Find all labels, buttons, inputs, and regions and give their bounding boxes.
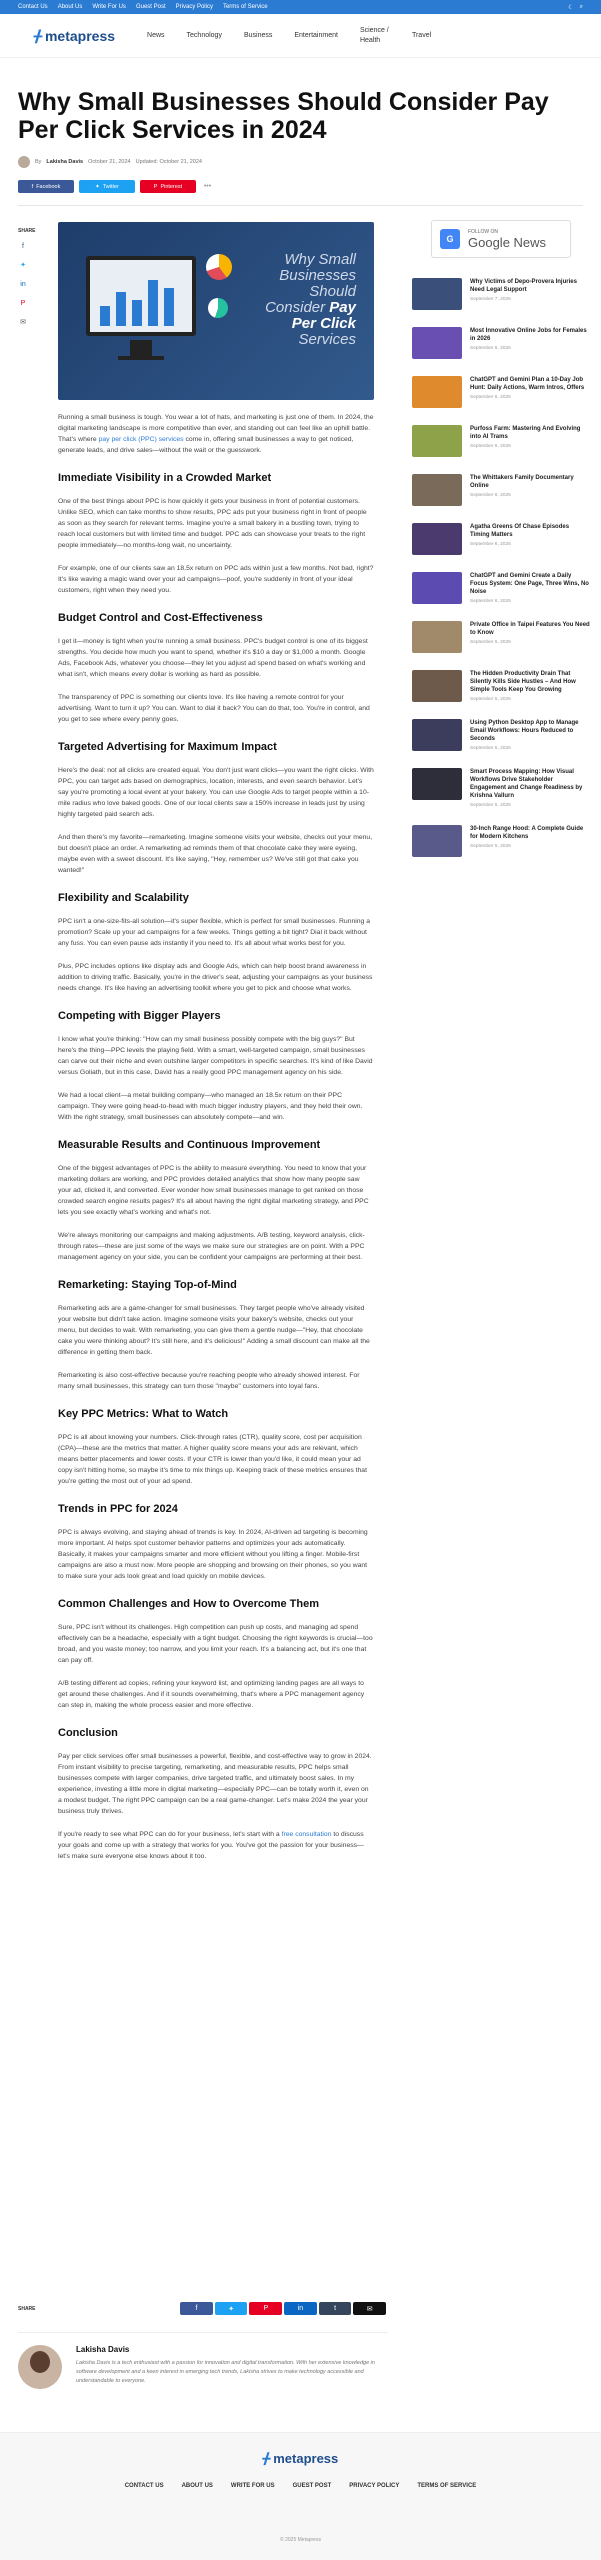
bottom-twitter-button[interactable]: ✦ bbox=[215, 2302, 248, 2315]
post-title[interactable]: Purfoss Farm: Mastering And Evolving into AI Trams bbox=[470, 426, 581, 440]
theme-toggle-icon[interactable]: ☾ bbox=[568, 4, 574, 11]
google-news-icon: G bbox=[440, 229, 460, 249]
logo-text: metapress bbox=[44, 27, 116, 44]
post-thumbnail[interactable] bbox=[412, 768, 462, 800]
footer-logo-text: metapress bbox=[273, 2450, 339, 2466]
post-date: September 6, 2025 bbox=[470, 395, 511, 400]
top-utility-bar bbox=[0, 0, 601, 14]
author-name[interactable]: Lakisha Davis bbox=[76, 2345, 130, 2354]
email-icon[interactable]: ✉ bbox=[20, 319, 26, 326]
topbar-link-write[interactable]: Write For Us bbox=[92, 4, 126, 10]
bottom-share-bar bbox=[18, 2302, 388, 2315]
section-heading: Competing with Bigger Players bbox=[58, 1010, 221, 1022]
share-label: SHARE bbox=[18, 228, 36, 234]
monitor-illustration bbox=[86, 256, 196, 336]
post-thumbnail[interactable] bbox=[412, 474, 462, 506]
sidebar-post[interactable] bbox=[412, 621, 590, 653]
post-date: September 5, 2025 bbox=[470, 803, 511, 808]
sidebar-post[interactable] bbox=[412, 768, 590, 808]
section-heading: Key PPC Metrics: What to Watch bbox=[58, 1408, 229, 1420]
post-date: September 6, 2025 bbox=[470, 640, 511, 645]
recent-posts bbox=[412, 278, 590, 857]
section-paragraph: Pay per click services offer small businesses a powerful, flexible, and cost-effective way to grow in 2024. From instant visibility to precise targeting, remarketing, and measurable results, PPC helps small businesses compete with larger companies, drive targeted traffic, and ultimately boost sales. In my experience, investing a little more in digital marketing—especially PPC—can be totally worth it, even on a modest budget. The right PPC campaign can be a real game-changer. Let's make 2024 the year your business truly thrives. bbox=[58, 1753, 372, 1815]
twitter-icon: ✦ bbox=[95, 183, 100, 190]
site-logo[interactable] bbox=[34, 26, 115, 46]
featured-image bbox=[58, 222, 374, 400]
post-thumbnail[interactable] bbox=[412, 670, 462, 702]
post-thumbnail[interactable] bbox=[412, 825, 462, 857]
top-share-row bbox=[18, 180, 583, 193]
section-paragraph: A/B testing different ad copies, refining your keyword list, and optimizing landing pages are all ways to get around these challenges. And if it sounds overwhelming, that's where a PPC management agency can step in, making the whole process easier and more effective. bbox=[58, 1680, 365, 1709]
post-date: September 7, 2025 bbox=[470, 297, 511, 302]
site-header bbox=[0, 14, 601, 58]
section-paragraph: I get it—money is tight when you're running a small business. PPC's budget control is one of its biggest strengths. You decide how much you want to spend, whether it's $10 a day or $1,000 a month. Google Ads, Facebook Ads, whatever you choose—they let you adjust ad spend based on what's working and what isn't, which means every dollar is working as hard as possible. bbox=[58, 638, 368, 678]
footer-logo-mark-icon: ᚋ bbox=[262, 2450, 271, 2467]
section-paragraph: Here's the deal: not all clicks are created equal. You don't just want clicks—you want the right clicks. With PPC, you can target ads based on demographics, location, interests, and even search behavior. Let's say you're promoting a local event at your bakery. You can use Google Ads to target people within a 10-mile radius who love baked goods. One of our local clients saw a 150% increase in leads just by using highly targeted paid search ads. bbox=[58, 767, 374, 818]
topbar-link-terms[interactable]: Terms of Service bbox=[222, 4, 268, 10]
main-nav bbox=[147, 26, 431, 46]
intro-paragraph: Running a small business is tough. You wear a lot of hats, and marketing is just one of them. In 2024, the digital marketing landscape is more competitive than ever, and standing out can feel like an uphill battle. That's where pay per click (PPC) services come in, offering small businesses a way to get noticed, generate leads, and drive sales—without the wait or the guesswork. bbox=[58, 414, 374, 454]
author-photo[interactable] bbox=[18, 2345, 62, 2389]
article-body bbox=[58, 222, 374, 1862]
section-paragraph: One of the best things about PPC is how quickly it gets your business in front of potential customers. Unlike SEO, which can take months to show results, PPC ads put your business right in front of people as soon as they search for relevant terms. Imagine you're a small bakery in a bustling town, trying to reach local customers but with limited time and budget. PPC ads can showcase your treats to the right people immediately—no months-long wait, no uncertainty. bbox=[58, 498, 367, 549]
section-paragraph: Remarketing is also cost-effective because you're reaching people who already showed interest. For many small businesses, this strategy can turn those "maybe" customers into loyal fans. bbox=[58, 1372, 360, 1390]
footer-link-write[interactable]: WRITE FOR US bbox=[230, 2483, 275, 2489]
section-paragraph: One of the biggest advantages of PPC is the ability to measure everything. You need to know that your marketing dollars are working, and PPC provides detailed analytics that show how many people saw your ad, clicked it, and converted. Ever wonder how small businesses manage to get ranked on those crowded search engine results pages? It's all about having the right digital marketing strategy, and PPC lets you see exactly what's working and what's not. bbox=[58, 1165, 369, 1216]
nav-entertainment[interactable]: Entertainment bbox=[294, 31, 338, 39]
post-thumbnail[interactable] bbox=[412, 621, 462, 653]
closing-paragraph: If you're ready to see what PPC can do for your business, let's start with a free consultation to discuss your goals and come up with a strategy that works for you. You've got the passion for your business—let's make sure everyone else knows about it too. bbox=[58, 1831, 364, 1860]
section-paragraph: The transparency of PPC is something our clients love. It's like having a remote control for your advertising. Want to turn it up? You can. Want to dial it back? You can do that, too. You're in control, and you get to see where every penny goes. bbox=[58, 694, 370, 723]
post-thumbnail[interactable] bbox=[412, 278, 462, 310]
post-title[interactable]: Using Python Desktop App to Manage Email Workflows: Hours Reduced to Seconds bbox=[470, 720, 579, 742]
google-news-follow-button[interactable] bbox=[431, 220, 571, 258]
article-title: Why Small Businesses Should Consider Pay Per Click Services in 2024 bbox=[18, 88, 549, 144]
footer-link-guest[interactable]: GUEST POST bbox=[292, 2483, 332, 2489]
section-heading: Remarketing: Staying Top-of-Mind bbox=[58, 1279, 237, 1291]
section-paragraph: Remarketing ads are a game-changer for small businesses. They target people who've already visited your website but didn't take action. Imagine someone visits your bakery's website, checks out your menu, but decides to wait. With remarketing, you can give them a gentle nudge—"Hey, that chocolate cake you were thinking about? It's still here, and it's delicious!" Adding a small discount can make all the difference in getting them back. bbox=[58, 1305, 370, 1356]
post-thumbnail[interactable] bbox=[412, 376, 462, 408]
facebook-icon[interactable]: f bbox=[22, 243, 24, 250]
author-box bbox=[18, 2332, 388, 2389]
byline bbox=[18, 156, 583, 168]
section-heading: Budget Control and Cost-Effectiveness bbox=[58, 612, 263, 624]
post-date: September 6, 2025 bbox=[470, 542, 511, 547]
section-paragraph: I know what you're thinking: "How can my small business possibly compete with the big guys?" But here's the thing—PPC levels the playing field. With a smart, well-targeted campaign, small businesses can carve out their niche and even outshine larger competitors in specific searches. It's kind of like David versus Goliath, but in this case, David has a really good PPC management agency on his side. bbox=[58, 1036, 373, 1076]
post-title[interactable]: 30-Inch Range Hood: A Complete Guide for Modern Kitchens bbox=[470, 826, 584, 840]
article-sections bbox=[58, 472, 374, 1817]
post-date: September 6, 2025 bbox=[470, 346, 511, 351]
footer-link-about[interactable]: ABOUT US bbox=[181, 2483, 213, 2489]
ppc-services-link[interactable]: pay per click (PPC) services bbox=[98, 436, 184, 443]
pinterest-icon: P bbox=[153, 183, 158, 190]
share-pinterest-button[interactable] bbox=[140, 180, 196, 193]
sticky-share-bar bbox=[18, 228, 36, 337]
featured-image-title: Why Small Businesses Should Consider Pay Per Click Services bbox=[265, 251, 356, 348]
footer-logo[interactable] bbox=[0, 2449, 601, 2467]
sidebar-post[interactable] bbox=[412, 572, 590, 604]
facebook-icon: f bbox=[31, 183, 34, 190]
donut-illustration bbox=[208, 298, 228, 318]
post-title[interactable]: Agatha Greens Of Chase Episodes Timing Matters bbox=[470, 524, 570, 538]
post-thumbnail[interactable] bbox=[412, 523, 462, 555]
nav-business[interactable]: Business bbox=[243, 31, 273, 39]
sidebar bbox=[412, 206, 590, 874]
topbar-link-guest[interactable]: Guest Post bbox=[135, 4, 166, 10]
article-header bbox=[0, 58, 601, 193]
post-title[interactable]: ChatGPT and Gemini Plan a 10-Day Job Hunt: Daily Actions, Warm Intros, Offers bbox=[470, 377, 585, 391]
author-link[interactable]: Lakisha Davis bbox=[46, 159, 84, 165]
post-title[interactable]: Why Victims of Depo-Provera Injuries Need Legal Support bbox=[470, 279, 577, 293]
post-title[interactable]: The Hidden Productivity Drain That Silently Kills Side Hustles – And How Simple Tools Keep You Growing bbox=[470, 671, 576, 693]
pie-chart-illustration bbox=[206, 254, 232, 280]
pinterest-icon[interactable]: P bbox=[20, 300, 26, 307]
section-paragraph: We had a local client—a metal building company—who managed an 18.5x return on their PPC campaign. They were going head-to-head with much bigger industry players, and they held their own. With the right strategy, small businesses can absolutely compete—and win. bbox=[58, 1092, 363, 1121]
post-thumbnail[interactable] bbox=[412, 425, 462, 457]
author-avatar[interactable] bbox=[18, 156, 30, 168]
section-paragraph: PPC is always evolving, and staying ahead of trends is key. In 2024, AI-driven ad targeting is becoming more important. AI helps spot customer behavior patterns and optimizes your ads automatically. Basically, it makes your campaigns smarter and more efficient without you lifting a finger. Mobile-first campaigns are also a must now. More people are shopping and browsing on their phones, so you want to make sure your ads look great and load quickly on mobile devices. bbox=[58, 1529, 368, 1580]
gnews-label: Google News bbox=[468, 234, 547, 250]
section-paragraph: PPC isn't a one-size-fits-all solution—it's super flexible, which is perfect for small businesses. Running a promotion? Scale up your ad campaigns for a few weeks. Things getting a bit tight? Dial it back without any fuss. You can even pause ads instantly if you need to. It's all about what works best for you. bbox=[58, 918, 370, 947]
bottom-facebook-button[interactable]: f bbox=[180, 2302, 213, 2315]
post-date: September 6, 2025 bbox=[470, 599, 511, 604]
sidebar-post[interactable] bbox=[412, 474, 590, 506]
section-heading: Measurable Results and Continuous Improvement bbox=[58, 1139, 321, 1151]
byline-by: By bbox=[35, 159, 42, 165]
post-thumbnail[interactable] bbox=[412, 719, 462, 751]
section-heading: Trends in PPC for 2024 bbox=[58, 1503, 178, 1515]
section-paragraph: For example, one of our clients saw an 18.5x return on PPC ads within just a few months. Not bad, right? It's like waving a magic wand over your ad campaigns—poof, you're suddenly in front of your ideal customers, right when they need you. bbox=[58, 565, 374, 594]
section-paragraph: We're always monitoring our campaigns and making adjustments. A/B testing, keyword analysis, click-through rates—these are just some of the ways we make sure our strategies are on point. With a PPC management agency on your side, you can be confident your campaigns are performing at their best. bbox=[58, 1232, 365, 1261]
post-title[interactable]: The Whittakers Family Documentary Online bbox=[470, 475, 574, 489]
site-footer bbox=[0, 2432, 601, 2560]
post-date: September 6, 2025 bbox=[470, 493, 511, 498]
sidebar-post[interactable] bbox=[412, 670, 590, 702]
bottom-pinterest-button[interactable]: P bbox=[249, 2302, 282, 2315]
nav-technology[interactable]: Technology bbox=[186, 31, 222, 39]
footer-link-privacy[interactable]: PRIVACY POLICY bbox=[349, 2483, 400, 2489]
post-title[interactable]: Private Office in Taipei Features You Need to Know bbox=[470, 622, 590, 636]
updated-date: Updated: October 21, 2024 bbox=[135, 159, 202, 165]
nav-science-health[interactable]: Science / Health bbox=[359, 26, 389, 44]
publish-date: October 21, 2024 bbox=[88, 159, 131, 165]
bottom-email-button[interactable]: ✉ bbox=[353, 2302, 386, 2315]
footer-link-terms[interactable]: TERMS OF SERVICE bbox=[417, 2483, 477, 2489]
bottom-share-label: SHARE bbox=[18, 2305, 36, 2312]
sidebar-post[interactable] bbox=[412, 825, 590, 857]
section-heading: Immediate Visibility in a Crowded Market bbox=[58, 472, 272, 484]
share-pinterest-label: Pinterest bbox=[160, 183, 183, 190]
sidebar-post[interactable] bbox=[412, 719, 590, 751]
post-date: September 5, 2025 bbox=[470, 697, 511, 702]
post-date: September 6, 2025 bbox=[470, 444, 511, 449]
topbar-link-contact[interactable]: Contact Us bbox=[18, 4, 48, 10]
section-paragraph: And then there's my favorite—remarketing. Imagine someone visits your website, checks out your menu, but doesn't place an order. A remarketing ad reminds them of that chocolate cake they were eyeing, maybe even with a sweet discount. It's like saying, "Hey, remember us? We've still got that cake you wanted!" bbox=[58, 834, 373, 874]
section-paragraph: Plus, PPC includes options like display ads and Google Ads, which can help boost brand awareness in addition to driving traffic. Basically, you're in the driver's seat, adjusting your campaigns as your business needs change. It's like having an advertising toolkit where you get to pick and choose what works. bbox=[58, 963, 373, 992]
search-icon[interactable]: ⌕ bbox=[579, 3, 583, 10]
twitter-icon[interactable]: ✦ bbox=[20, 262, 26, 269]
section-paragraph: PPC is all about knowing your numbers. Click-through rates (CTR), quality score, cost per acquisition (CPA)—these are the metrics that matter. A higher quality score means your ads are relevant, which means better placements and lower costs. If your CTR is lower than you'd like, it could mean your ad copy isn't hitting home, so maybe it's time to mix things up. Keeping track of these metrics ensures that you're getting the most out of your ad spend. bbox=[58, 1434, 367, 1485]
topbar-link-privacy[interactable]: Privacy Policy bbox=[175, 4, 213, 10]
sidebar-post[interactable] bbox=[412, 278, 590, 310]
sidebar-post[interactable] bbox=[412, 327, 590, 359]
post-title[interactable]: Smart Process Mapping: How Visual Workflows Drive Stakeholder Engagement and Change Readiness by Krishna Vallurn bbox=[470, 769, 583, 799]
copyright: © 2025 Metapress bbox=[280, 2537, 321, 2543]
post-title[interactable]: ChatGPT and Gemini Create a Daily Focus System: One Page, Three Wins, No Noise bbox=[470, 573, 589, 595]
section-heading: Flexibility and Scalability bbox=[58, 892, 189, 904]
section-heading: Conclusion bbox=[58, 1727, 118, 1739]
post-date: September 5, 2025 bbox=[470, 746, 511, 751]
share-twitter-button[interactable] bbox=[79, 180, 135, 193]
post-thumbnail[interactable] bbox=[412, 327, 462, 359]
more-share-icon[interactable]: ••• bbox=[203, 183, 212, 190]
sidebar-post[interactable] bbox=[412, 425, 590, 457]
linkedin-icon[interactable]: in bbox=[20, 281, 26, 288]
section-heading: Targeted Advertising for Maximum Impact bbox=[58, 741, 277, 753]
share-twitter-label: Twitter bbox=[102, 183, 119, 190]
bottom-linkedin-button[interactable]: in bbox=[284, 2302, 317, 2315]
sidebar-post[interactable] bbox=[412, 376, 590, 408]
post-date: September 5, 2025 bbox=[470, 844, 511, 849]
footer-link-contact[interactable]: CONTACT US bbox=[124, 2483, 164, 2489]
nav-news[interactable]: News bbox=[147, 31, 165, 39]
author-bio: Lakisha Davis is a tech enthusiast with a passion for innovation and digital transformation. With her extensive knowledge in software development and a keen interest in emerging tech trends, Lakisha strives to make technology accessible and understandable to everyone. bbox=[76, 2360, 375, 2384]
post-title[interactable]: Most Innovative Online Jobs for Females in 2026 bbox=[470, 328, 587, 342]
nav-travel[interactable]: Travel bbox=[411, 31, 432, 39]
share-facebook-button[interactable] bbox=[18, 180, 74, 193]
sidebar-post[interactable] bbox=[412, 523, 590, 555]
topbar-link-about[interactable]: About Us bbox=[57, 4, 83, 10]
bottom-tumblr-button[interactable]: t bbox=[319, 2302, 352, 2315]
gnews-follow-label: FOLLOW ON bbox=[468, 228, 499, 235]
free-consultation-link[interactable]: free consultation bbox=[281, 1831, 332, 1838]
share-facebook-label: Facebook bbox=[36, 183, 61, 190]
section-paragraph: Sure, PPC isn't without its challenges. High competition can push up costs, and managing ad spend effectively can be a headache, especially with a tight budget. Choosing the right keywords is crucial—too broad, and you waste money; too narrow, and you limit your reach. It's a balancing act, but it's one that can pay off. bbox=[58, 1624, 373, 1664]
logo-mark-icon: ᚋ bbox=[34, 27, 42, 45]
post-thumbnail[interactable] bbox=[412, 572, 462, 604]
section-heading: Common Challenges and How to Overcome Them bbox=[58, 1598, 319, 1610]
footer-links bbox=[0, 2483, 601, 2489]
